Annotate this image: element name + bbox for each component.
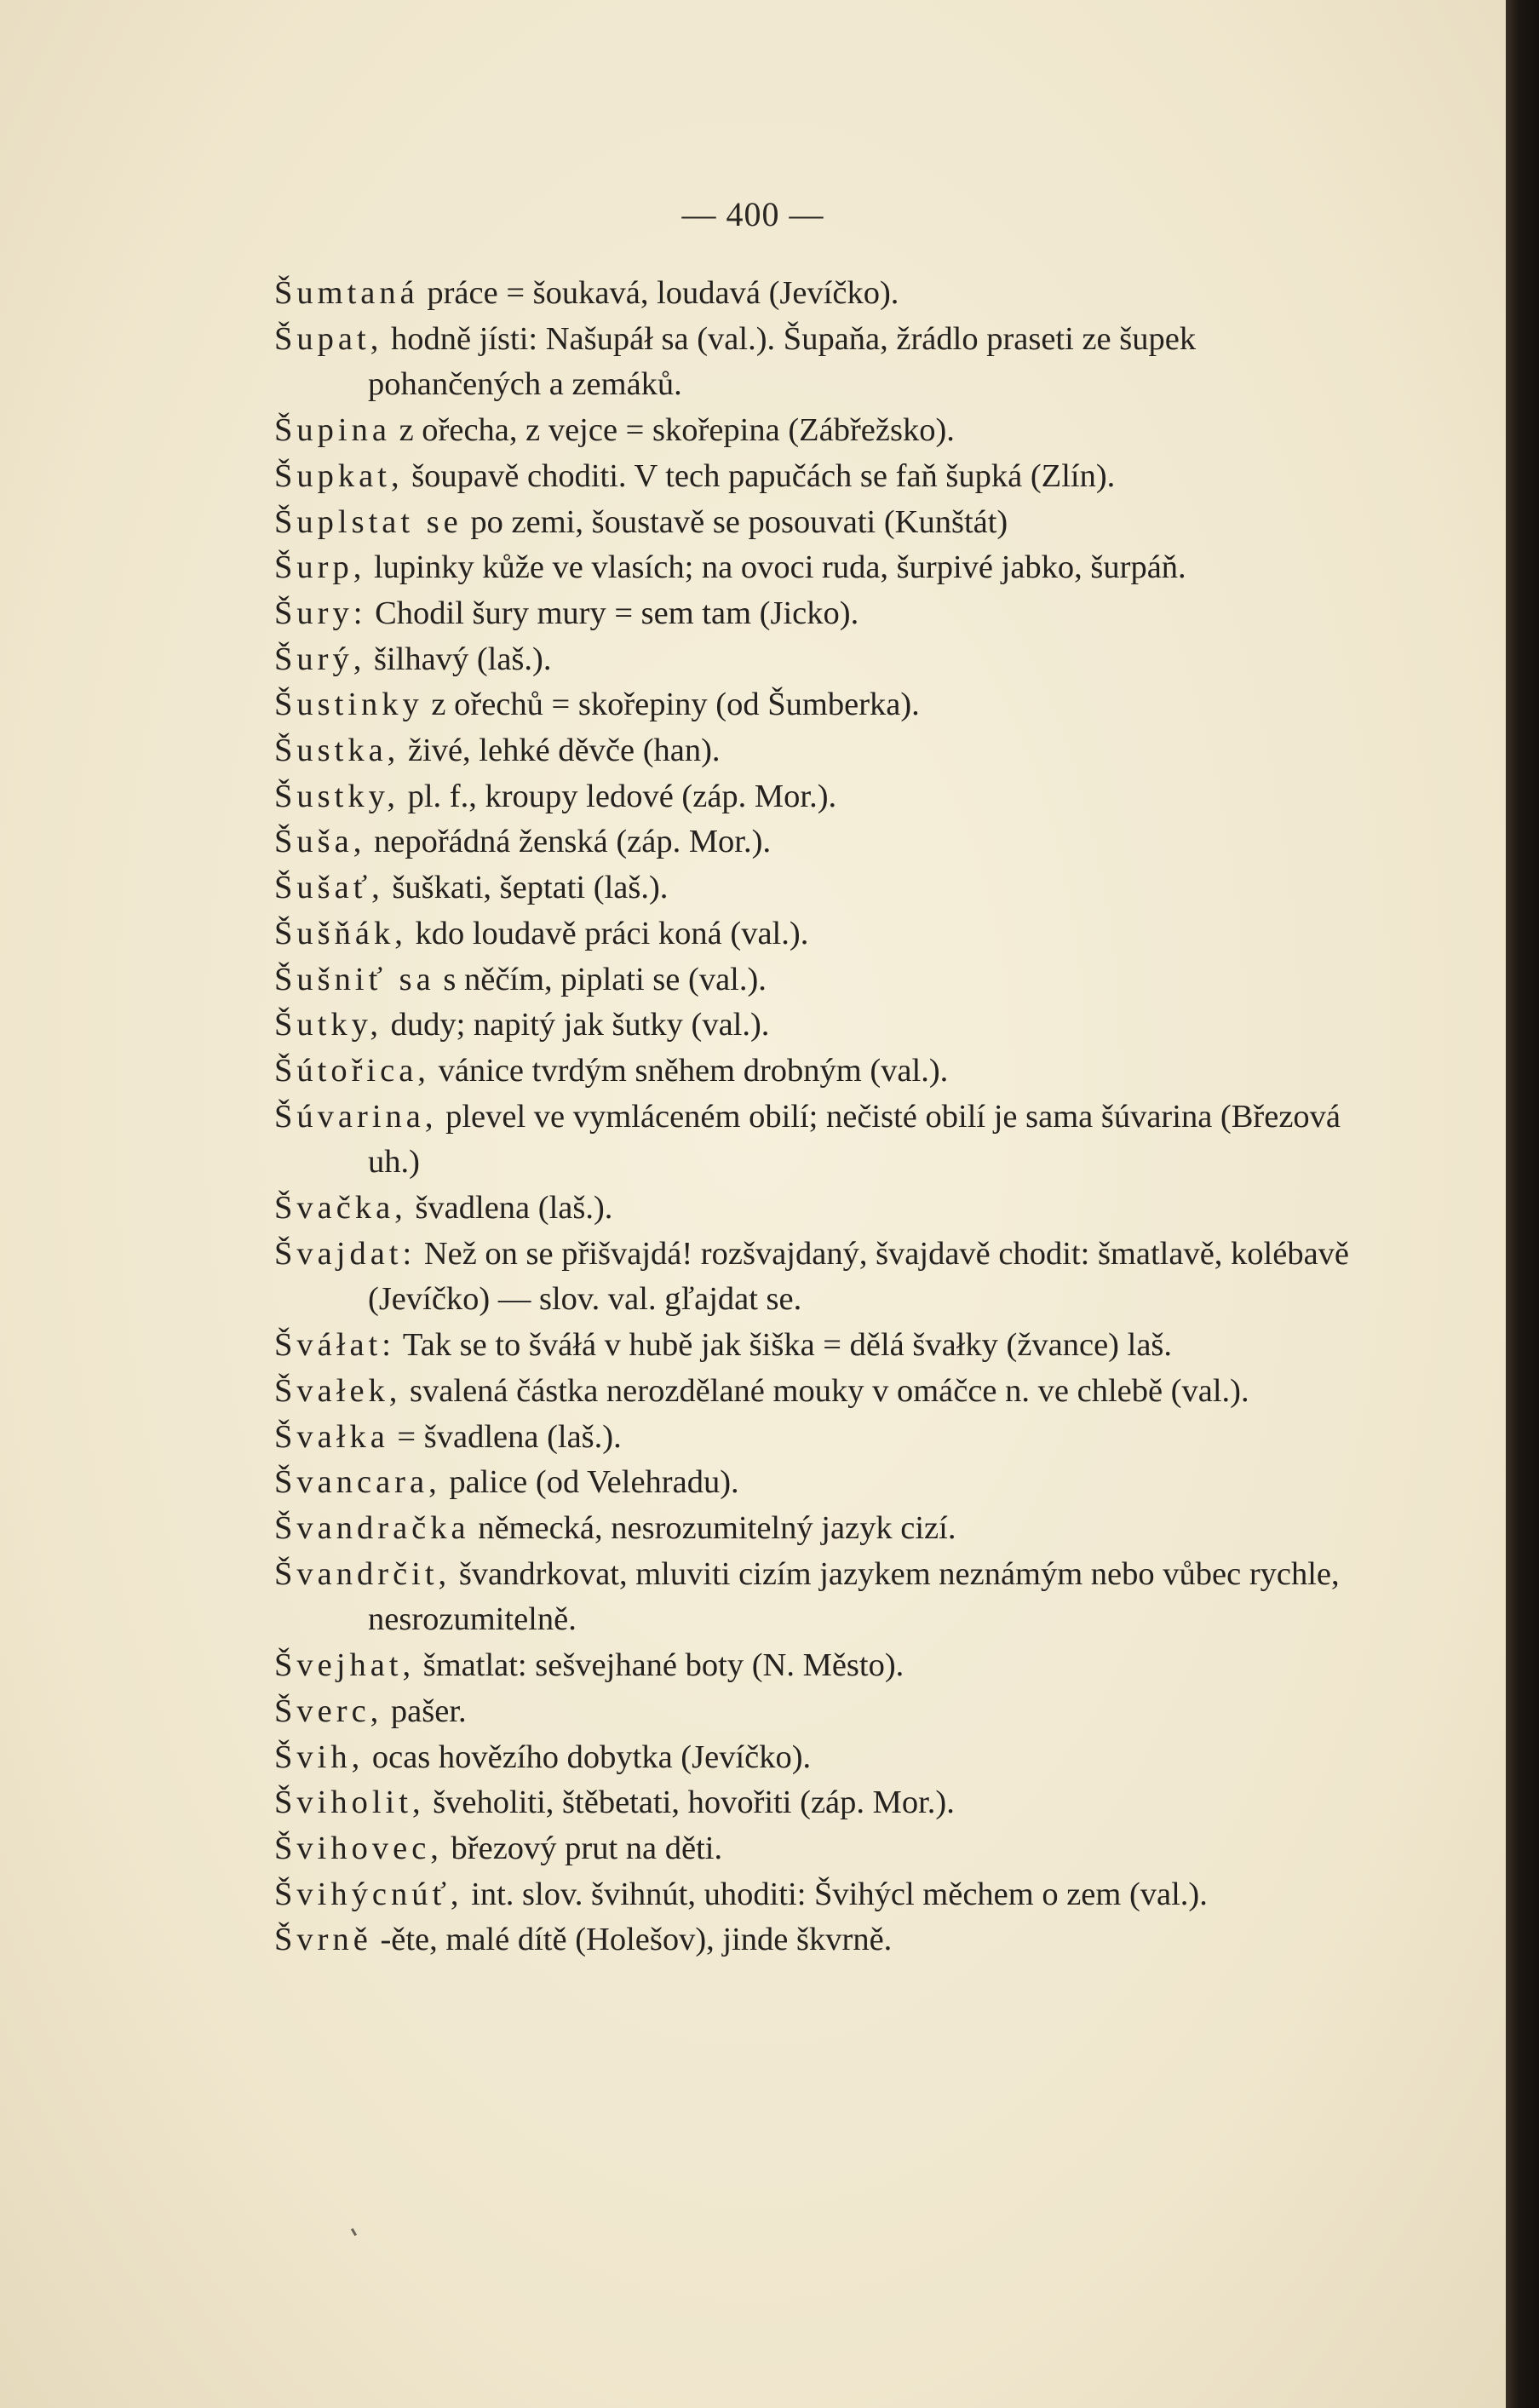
entry [274,317,1373,408]
entry [274,1460,1373,1506]
definition: švadlena (laš.). [406,1190,613,1227]
definition: šoupavě choditi. V tech papučách se faň šupká (Zlín). [403,457,1116,494]
definition: -ěte, malé dítě (Holešov), jinde škvrně. [371,1922,893,1958]
definition: práce = šoukavá, loudavá (Jevíčko). [418,275,899,311]
entry [274,728,1373,774]
entry [274,1735,1373,1781]
entry [274,1552,1373,1643]
headword: Šustky, [274,778,399,814]
entry [274,1186,1373,1232]
dictionary-entries [274,271,1373,1963]
headword: Šútořica, [274,1052,430,1089]
definition: plevel ve vymláceném obilí; nečisté obilí je sama šúvarina (Březová uh.) [368,1098,1341,1181]
entry [274,1780,1373,1826]
entry [274,1826,1373,1872]
definition: ocas hovězího dobytka (Jevíčko). [364,1738,812,1775]
headword: Šutky, [274,1007,382,1043]
entry [274,911,1373,957]
entry [274,1917,1373,1963]
entry [274,408,1373,454]
headword: Švihýcnúť, [274,1876,463,1912]
definition: švandrkovat, mluviti cizím jazykem neznámým nebo vůbec rychle, nesrozumitelně. [368,1555,1340,1638]
definition: pašer. [382,1692,467,1729]
entry [274,1323,1373,1369]
entry [274,637,1373,683]
headword: Šurp, [274,549,366,586]
headword: Švrně [274,1922,372,1958]
headword: Šupina [274,412,391,449]
definition: lupinky kůže ve vlasích; na ovoci ruda, šurpivé jabko, šurpáň. [365,549,1186,586]
definition: šmatlat: sešvejhané boty (N. Město). [415,1647,904,1684]
definition: šuškati, šeptati (laš.). [383,870,669,906]
entry [274,454,1373,500]
entry [274,957,1373,1003]
headword: Šviholit, [274,1784,425,1821]
page-number: — 400 — [681,195,824,233]
definition: německá, nesrozumitelný jazyk cizí. [469,1509,956,1546]
definition: hodně jísti: Našupáł sa (val.). Šupaňa, žrádlo praseti ze šupek pohančených a zemáků. [368,320,1197,403]
definition: = švadlena (laš.). [388,1418,622,1455]
headword: Šuplstat se [274,503,462,540]
entry [274,1003,1373,1049]
headword: Švejhat, [274,1647,416,1684]
headword: Švandrčit, [274,1555,451,1592]
entry [274,1415,1373,1461]
definition: z ořechů = skořepiny (od Šumberka). [422,687,920,723]
definition: s něčím, piplati se (val.). [434,961,767,997]
entry [274,591,1373,637]
definition: svalená částka nerozdělané mouky v omáčce n. ve chlebě (val.). [401,1372,1249,1409]
definition: kdo loudavě práci koná (val.). [406,915,809,951]
entry [274,271,1373,317]
entry [274,545,1373,591]
definition: vánice tvrdým sněhem drobným (val.). [429,1052,949,1089]
entry [274,1689,1373,1735]
headword: Šváłat: [274,1327,395,1364]
definition: šveholiti, štěbetati, hovořiti (záp. Mor.). [424,1784,955,1821]
headword: Šupkat, [274,457,404,494]
definition: nepořádná ženská (záp. Mor.). [365,824,772,860]
definition: int. slov. švihnút, uhoditi: Švihýcl měchem o zem (val.). [462,1876,1208,1912]
headword: Šušňák, [274,915,407,951]
headword: Švačka, [274,1190,407,1227]
headword: Šurý, [274,641,366,677]
headword: Šumtaná [274,275,419,311]
definition: Tak se to šváłá v hubě jak šiška = dělá švałky (žvance) laš. [394,1327,1173,1364]
headword: Švajdat: [274,1235,416,1272]
definition: živé, lehké děvče (han). [399,733,721,769]
definition: březový prut na děti. [442,1830,723,1866]
entry [274,1369,1373,1415]
headword: Švihovec, [274,1830,443,1866]
definition: Než on se přišvajdá! rozšvajdaný, švajdavě chodit: šmatlavě, kolébavě (Jevíčko) — slov. val. gľajdat se. [368,1235,1349,1318]
headword: Švałek, [274,1372,402,1409]
headword: Šušniť sa [274,961,435,997]
definition: Chodil šury mury = sem tam (Jicko). [366,595,859,631]
entry [274,1643,1373,1689]
headword: Švancara, [274,1464,441,1501]
headword: Šupat, [274,320,383,357]
headword: Švih, [274,1738,365,1775]
definition: z ořecha, z vejce = skořepina (Zábřežsko). [390,412,955,449]
entry [274,1232,1373,1323]
headword: Šustinky [274,687,423,723]
entry [274,1872,1373,1918]
entry [274,1049,1373,1095]
headword: Švandračka [274,1509,470,1546]
definition: palice (od Velehradu). [440,1464,739,1501]
headword: Šušať, [274,870,384,906]
definition: po zemi, šoustavě se posouvati (Kunštát) [462,503,1008,540]
definition: šilhavý (laš.). [365,641,552,677]
headword: Šuša, [274,824,366,860]
page-edge-shadow [1506,0,1539,2408]
entry [274,1095,1373,1186]
entry [274,819,1373,865]
definition: dudy; napitý jak šutky (val.). [382,1007,770,1043]
headword: Šúvarina, [274,1098,438,1135]
headword: Šury: [274,595,367,631]
entry [274,682,1373,728]
definition: pl. f., kroupy ledové (záp. Mor.). [399,778,837,814]
headword: Šverc, [274,1692,383,1729]
headword: Šustka, [274,733,400,769]
entry [274,774,1373,820]
entry [274,1506,1373,1552]
entry [274,865,1373,911]
headword: Švałka [274,1418,389,1455]
ink-speck [351,2228,357,2236]
entry [274,500,1373,546]
